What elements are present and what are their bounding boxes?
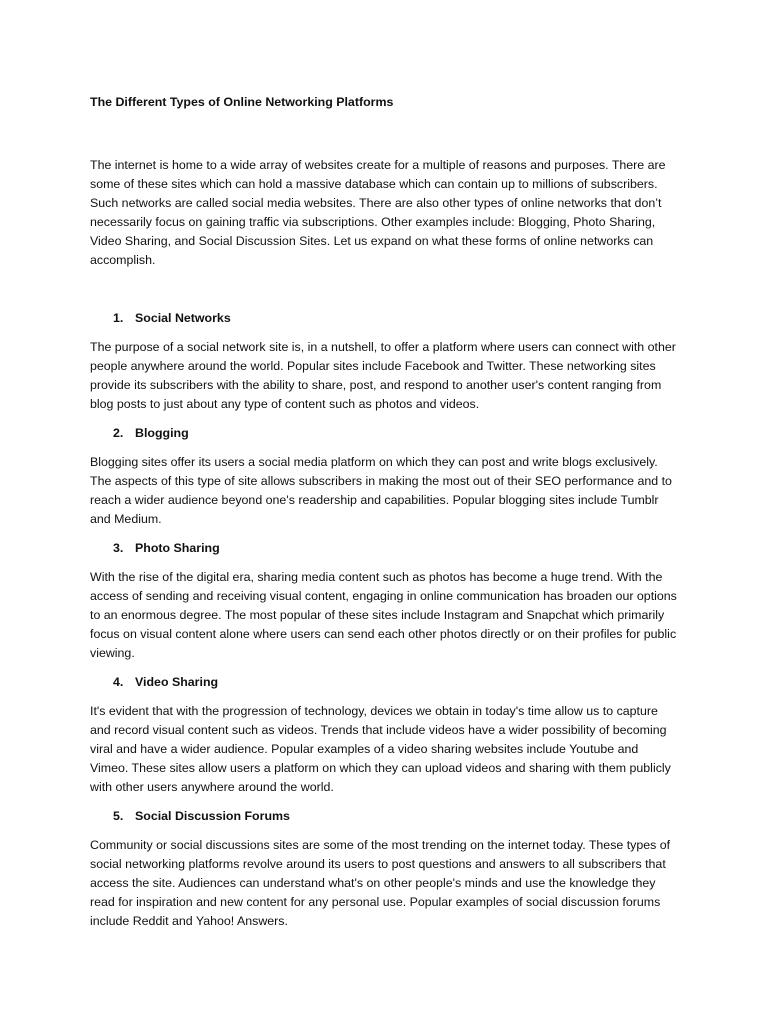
section-number: 2. — [113, 426, 124, 440]
section-paragraph: Community or social discussions sites are some of the most trending on the internet today. These types of social networking platforms revolve around its users to post questions and answers to all subscribers that access the site. Audiences can understand what's on other people's minds and use the knowledge they read for inspiration and new content for any personal use. Popular examples of social discussion forums include Reddit and Yahoo! Answers. — [90, 838, 671, 928]
section-heading — [90, 424, 680, 443]
section-heading — [90, 673, 680, 692]
section-paragraph: The purpose of a social network site is, in a nutshell, to offer a platform where users can connect with other people anywhere around the world. Popular sites include Facebook and Twitter. These networking sites provide its subscribers with the ability to share, post, and respond to another user's content ranging from blog posts to just about any type of content such as photos and videos. — [90, 340, 676, 411]
section-title: Social Discussion Forums — [135, 809, 290, 823]
section-title: Blogging — [135, 426, 189, 440]
section-paragraph: With the rise of the digital era, sharing media content such as photos has become a huge trend. With the access of sending and receiving visual content, engaging in online communication has broaden our options to an enormous degree. The most popular of these sites include Instagram and Snapchat which primarily focus on visual content alone where users can send each other photos directly or on their profiles for public viewing. — [90, 570, 677, 660]
section-heading — [90, 807, 680, 826]
section-number: 3. — [113, 541, 124, 555]
section-paragraph: It's evident that with the progression of technology, devices we obtain in today's time allow us to capture and record visual content such as videos. Trends that include videos have a wider possibility of becoming viral and have a wider audience. Popular examples of a video sharing websites include Youtube and Vimeo. These sites allow users a platform on which they can upload videos and sharing with them publicly with other users anywhere around the world. — [90, 704, 671, 794]
section-video-sharing — [90, 673, 680, 797]
section-heading — [90, 309, 680, 328]
section-number: 5. — [113, 809, 124, 823]
section-title: Social Networks — [135, 311, 231, 325]
document-title: The Different Types of Online Networking Platforms — [90, 95, 394, 109]
section-social-discussion-forums — [90, 807, 680, 931]
section-title: Video Sharing — [135, 675, 219, 689]
section-title: Photo Sharing — [135, 541, 220, 555]
section-paragraph: Blogging sites offer its users a social media platform on which they can post and write blogs exclusively. The aspects of this type of site allows subscribers in making the most out of their SEO performance and to reach a wider audience beyond one's readership and capabilities. Popular blogging sites include Tumblr and Medium. — [90, 455, 672, 526]
section-heading — [90, 539, 680, 558]
intro-paragraph: The internet is home to a wide array of websites create for a multiple of reasons and purposes. There are some of these sites which can hold a massive database which can contain up to millions of subscribers. Such networks are called social media websites. There are also other types of online networks that don’t necessarily focus on gaining traffic via subscriptions. Other examples include: Blogging, Photo Sharing, Video Sharing, and Social Discussion Sites. Let us expand on what these forms of online networks can accomplish. — [90, 158, 666, 267]
section-photo-sharing — [90, 539, 680, 663]
section-blogging — [90, 424, 680, 529]
section-number: 1. — [113, 311, 124, 325]
document-content — [90, 93, 680, 941]
section-number: 4. — [113, 675, 124, 689]
section-social-networks — [90, 309, 680, 414]
